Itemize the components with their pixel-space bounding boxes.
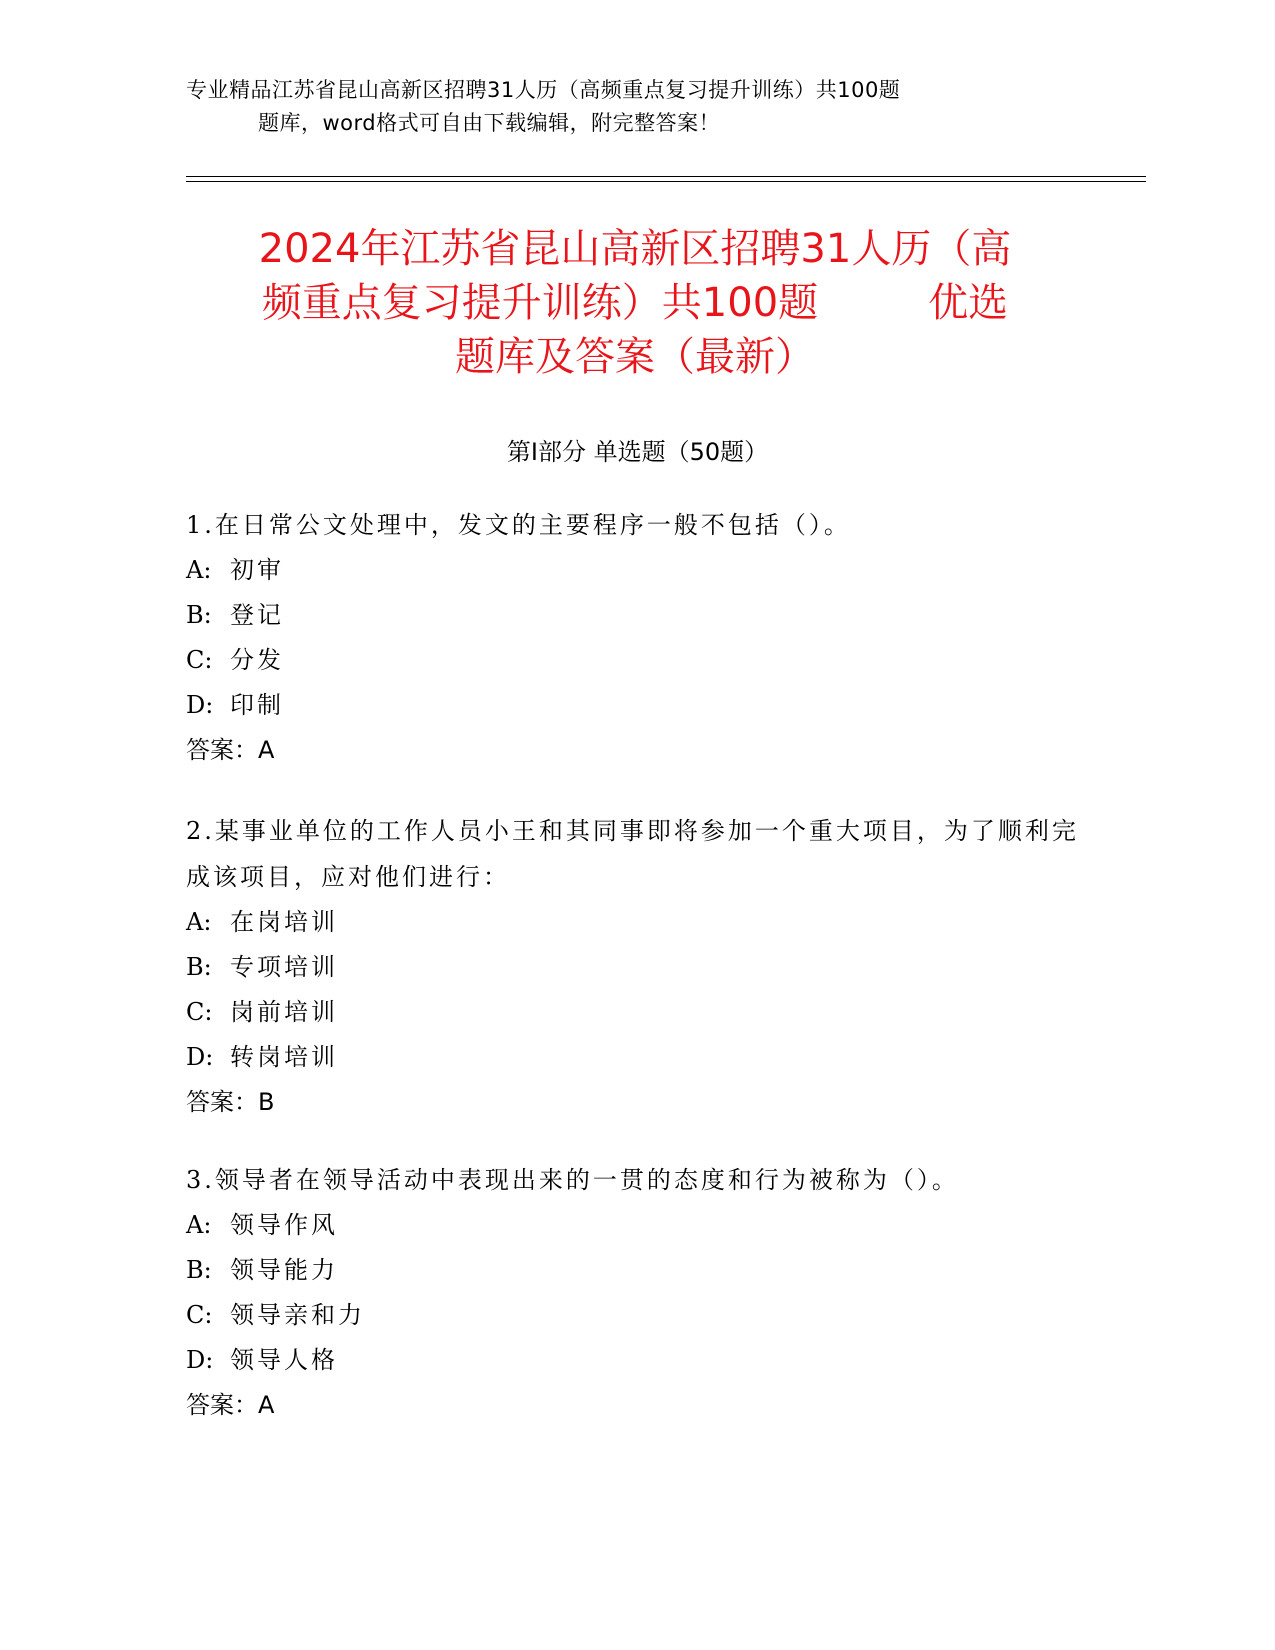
option-text: 印制: [230, 691, 284, 719]
question-text: 1.在日常公文处理中，发文的主要程序一般不包括（）。: [186, 511, 851, 539]
option-text: 领导能力: [230, 1256, 338, 1284]
option-text: 初审: [230, 556, 284, 584]
section-title: 第Ⅰ部分 单选题（50题）: [506, 438, 769, 466]
header-divider-bottom: [186, 181, 1146, 182]
option-key: B:: [186, 1256, 212, 1284]
option-d: [186, 683, 1086, 728]
title-line-2b: 优选: [928, 280, 1009, 326]
option-text: 登记: [230, 601, 284, 629]
option-key: B:: [186, 601, 212, 629]
answer: 答案：A: [186, 736, 275, 764]
option-key: C:: [186, 1301, 213, 1329]
option-key: D:: [186, 1043, 214, 1071]
option-a: [186, 548, 1086, 593]
option-key: A:: [186, 556, 212, 584]
option-b: [186, 1248, 1086, 1293]
option-key: D:: [186, 1346, 214, 1374]
option-text: 转岗培训: [230, 1043, 338, 1071]
title-line-2: [150, 276, 1120, 330]
option-c: [186, 1293, 1086, 1338]
option-key: C:: [186, 646, 213, 674]
header-line-2: 题库，word格式可自由下载编辑，附完整答案！: [258, 111, 721, 135]
option-key: C:: [186, 998, 213, 1026]
question-1: [186, 502, 1086, 773]
header-divider-top: [186, 176, 1146, 177]
title-line-3: 题库及答案（最新）: [455, 334, 815, 380]
option-d: [186, 1035, 1086, 1080]
option-d: [186, 1338, 1086, 1383]
option-text: 领导亲和力: [230, 1301, 365, 1329]
option-c: [186, 638, 1086, 683]
answer: 答案：B: [186, 1088, 275, 1116]
option-text: 在岗培训: [230, 908, 338, 936]
option-a: [186, 1203, 1086, 1248]
option-text: 专项培训: [230, 953, 338, 981]
document-title: [150, 222, 1120, 384]
option-text: 岗前培训: [230, 998, 338, 1026]
question-text: 3.领导者在领导活动中表现出来的一贯的态度和行为被称为（）。: [186, 1166, 959, 1194]
answer: 答案：A: [186, 1391, 275, 1419]
option-key: A:: [186, 908, 212, 936]
option-c: [186, 990, 1086, 1035]
option-b: [186, 945, 1086, 990]
option-text: 领导人格: [230, 1346, 338, 1374]
question-2: [186, 808, 1086, 1125]
option-key: D:: [186, 691, 214, 719]
option-a: [186, 900, 1086, 945]
option-text: 分发: [230, 646, 284, 674]
option-key: B:: [186, 953, 212, 981]
header-line-1: 专业精品江苏省昆山高新区招聘31人历（高频重点复习提升训练）共100题: [186, 78, 901, 102]
question-text: 2.某事业单位的工作人员小王和其同事即将参加一个重大项目，为了顺利完成该项目，应对他们进行：: [186, 817, 1079, 891]
option-text: 领导作风: [230, 1211, 338, 1239]
option-key: A:: [186, 1211, 212, 1239]
title-line-2a: 频重点复习提升训练）共100题: [261, 280, 819, 326]
page-header: [186, 74, 1026, 140]
question-3: [186, 1157, 1086, 1428]
option-b: [186, 593, 1086, 638]
title-line-1: 2024年江苏省昆山高新区招聘31人历（高: [258, 226, 1012, 272]
